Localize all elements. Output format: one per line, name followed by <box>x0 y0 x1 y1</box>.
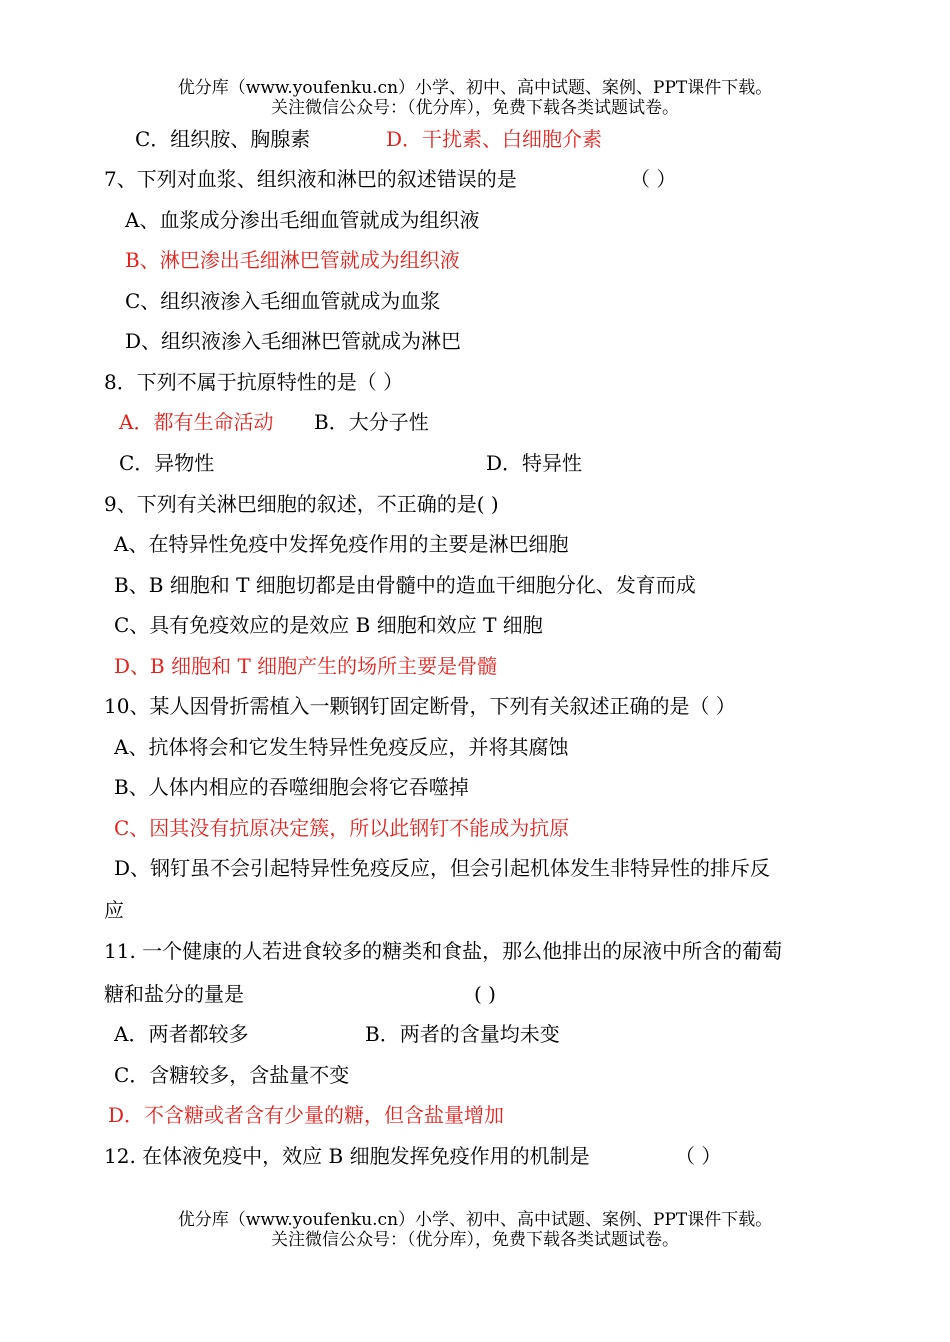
q7-option-b-answer: B、淋巴渗出毛细淋巴管就成为组织液 <box>125 248 460 272</box>
page-footer-line1: 优分库（www.youfenku.cn）小学、初中、高中试题、案例、PPT课件下载。 <box>177 1210 773 1230</box>
q6-option-c: C．组织胺、胸腺素 <box>135 127 311 151</box>
q11-answer-paren: ( ) <box>474 982 496 1006</box>
q9-stem: 9、下列有关淋巴细胞的叙述，不正确的是( ) <box>104 492 499 516</box>
q11-option-b: B．两者的含量均未变 <box>365 1022 560 1046</box>
q12-stem: 12. 在体液免疫中，效应 B 细胞发挥免疫作用的机制是 <box>104 1144 590 1168</box>
q11-stem-line2: 糖和盐分的量是 <box>104 982 244 1006</box>
q11-option-a: A．两者都较多 <box>114 1022 249 1046</box>
page-header-line1: 优分库（www.youfenku.cn）小学、初中、高中试题、案例、PPT课件下载。 <box>177 78 773 98</box>
q10-option-c-answer: C、因其没有抗原决定簇，所以此钢钉不能成为抗原 <box>114 816 570 840</box>
q8-option-a-answer: A．都有生命活动 <box>119 410 274 434</box>
q7-answer-paren: （ ） <box>630 167 677 191</box>
q10-option-d-line1: D、钢钉虽不会引起特异性免疫反应，但会引起机体发生非特异性的排斥反 <box>114 856 771 880</box>
q10-option-a: A、抗体将会和它发生特异性免疫反应，并将其腐蚀 <box>114 735 569 759</box>
q8-option-c: C．异物性 <box>119 451 215 475</box>
q11-option-d-answer: D．不含糖或者含有少量的糖，但含盐量增加 <box>108 1103 505 1127</box>
q9-option-d-answer: D、B 细胞和 T 细胞产生的场所主要是骨髓 <box>114 654 498 678</box>
q9-option-b: B、B 细胞和 T 细胞切都是由骨髓中的造血干细胞分化、发育而成 <box>114 573 696 597</box>
q10-option-b: B、人体内相应的吞噬细胞会将它吞噬掉 <box>114 775 469 799</box>
page-header-line2: 关注微信公众号：（优分库），免费下载各类试题试卷。 <box>271 98 679 118</box>
q7-option-c: C、组织液渗入毛细血管就成为血浆 <box>125 289 441 313</box>
q8-stem: 8．下列不属于抗原特性的是（ ） <box>104 370 404 394</box>
q8-option-d: D．特异性 <box>486 451 583 475</box>
q7-stem: 7、下列对血浆、组织液和淋巴的叙述错误的是 <box>104 167 517 191</box>
page-footer-line2: 关注微信公众号：（优分库），免费下载各类试题试卷。 <box>271 1230 679 1250</box>
q11-stem-line1: 11. 一个健康的人若进食较多的糖类和食盐，那么他排出的尿液中所含的葡萄 <box>104 939 783 963</box>
q7-option-a: A、血浆成分渗出毛细血管就成为组织液 <box>125 208 480 232</box>
q12-answer-paren: （ ） <box>675 1144 722 1168</box>
q9-option-c: C、具有免疫效应的是效应 B 细胞和效应 T 细胞 <box>114 613 543 637</box>
q7-option-d: D、组织液渗入毛细淋巴管就成为淋巴 <box>125 329 462 353</box>
q11-option-c: C．含糖较多，含盐量不变 <box>114 1063 350 1087</box>
q6-option-d-answer: D．干扰素、白细胞介素 <box>386 127 603 151</box>
q10-option-d-line2: 应 <box>104 898 124 922</box>
q9-option-a: A、在特异性免疫中发挥免疫作用的主要是淋巴细胞 <box>114 532 569 556</box>
q10-stem: 10、某人因骨折需植入一颗钢钉固定断骨，下列有关叙述正确的是（ ） <box>104 694 736 718</box>
q8-option-b: B．大分子性 <box>314 410 429 434</box>
